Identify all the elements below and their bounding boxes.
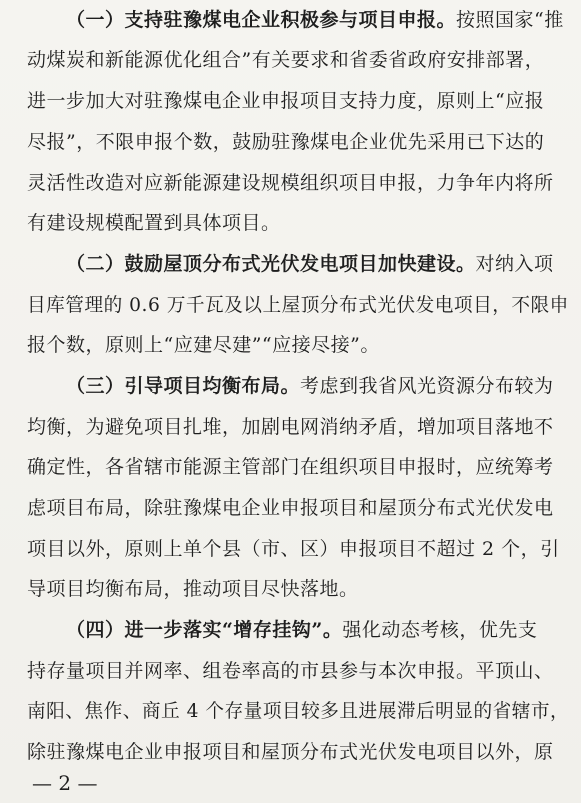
page-number: — 2 — xyxy=(32,771,98,795)
paragraph-3-line-5: 项目以外，原则上单个县（市、区）申报项目不超过 2 个，引 xyxy=(27,538,560,560)
paragraph-3-line-4: 虑项目布局，除驻豫煤电企业申报项目和屋顶分布式光伏发电 xyxy=(27,497,554,519)
paragraph-1-text: 按照国家“推 xyxy=(456,9,564,31)
paragraph-1-line-4: 尽报”，不限申报个数，鼓励驻豫煤电企业优先采用已下达的 xyxy=(27,131,545,153)
paragraph-3-line-2: 均衡，为避免项目扎堆，加剧电网消纳矛盾，增加项目落地不 xyxy=(27,416,554,438)
paragraph-1-line-1 xyxy=(66,0,564,40)
paragraph-3-heading: （三）引导项目均衡布局。 xyxy=(66,375,301,397)
paragraph-3-line-3: 确定性，各省辖市能源主管部门在组织项目申报时，应统筹考 xyxy=(27,456,554,478)
paragraph-1-line-3: 进一步加大对驻豫煤电企业申报项目支持力度，原则上“应报 xyxy=(27,90,545,112)
paragraph-4-line-2: 持存量项目并网率、组卷率高的市县参与本次申报。平顶山、 xyxy=(27,660,554,682)
paragraph-4-line-4: 除驻豫煤电企业申报项目和屋顶分布式光伏发电项目以外，原 xyxy=(27,741,554,763)
paragraph-1-line-6: 有建设规模配置到具体项目。 xyxy=(27,212,281,234)
paragraph-4-line-3: 南阳、焦作、商丘 4 个存量项目较多且进展滞后明显的省辖市， xyxy=(27,700,570,722)
paragraph-4-line-1 xyxy=(66,610,537,650)
paragraph-4-heading: （四）进一步落实“增存挂钩”。 xyxy=(66,619,343,641)
paragraph-1-line-2: 动煤炭和新能源优化组合”有关要求和省委省政府安排部署， xyxy=(27,49,545,71)
paragraph-2-line-3: 报个数，原则上“应建尽建”“应接尽接”。 xyxy=(27,334,380,356)
paragraph-3-line-6: 导项目均衡布局，推动项目尽快落地。 xyxy=(27,578,359,600)
paragraph-3-text: 考虑到我省风光资源分布较为 xyxy=(300,375,554,397)
paragraph-2-line-2: 目库管理的 0.6 万千瓦及以上屋顶分布式光伏发电项目，不限申 xyxy=(27,294,569,316)
paragraph-2-heading: （二）鼓励屋顶分布式光伏发电项目加快建设。 xyxy=(66,253,476,275)
paragraph-4-text: 强化动态考核，优先支 xyxy=(342,619,538,641)
paragraph-1-line-5: 灵活性改造对应新能源建设规模组织项目申报，力争年内将所 xyxy=(27,172,554,194)
paragraph-1-heading: （一）支持驻豫煤电企业积极参与项目申报。 xyxy=(66,9,457,31)
paragraph-2-text: 对纳入项 xyxy=(475,253,554,275)
paragraph-2-line-1 xyxy=(66,244,554,284)
paragraph-3-line-1 xyxy=(66,366,554,406)
